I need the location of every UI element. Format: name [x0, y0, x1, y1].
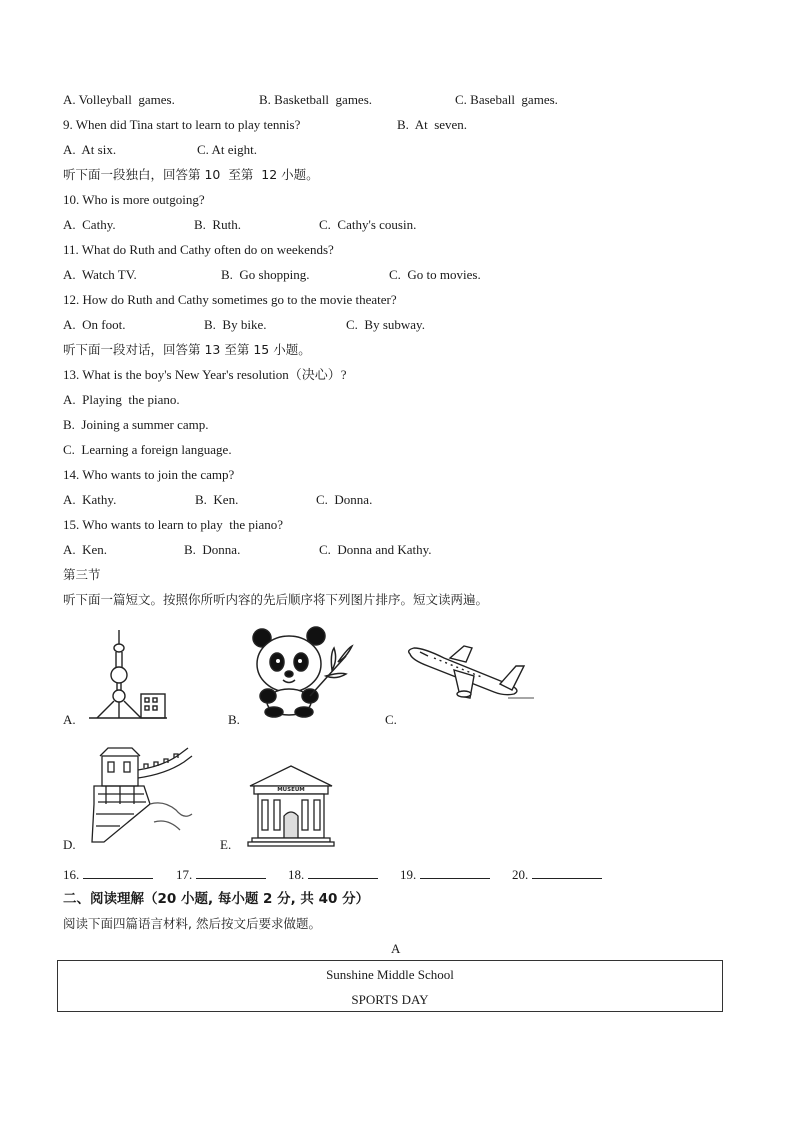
picture-d-label: D. [63, 837, 76, 852]
q11-option-a: A. Watch TV. [63, 267, 137, 282]
q14-option-b: B. Ken. [195, 492, 239, 507]
museum-building-icon [244, 762, 338, 850]
answer-blank-19-number: 19. [400, 867, 417, 882]
q13-option-a: A. Playing the piano. [63, 392, 180, 407]
part2-title: 二、阅读理解（20 小题, 每小题 2 分, 共 40 分） [63, 891, 370, 907]
answer-blank-18-line[interactable] [308, 866, 378, 879]
answer-blank-17-number: 17. [176, 867, 193, 882]
section3-instruction: 听下面一篇短文。按照你所听内容的先后顺序将下列图片排序。短文读两遍。 [63, 592, 489, 607]
section-dialogue-instruction: 听下面一段对话，回答第 13 至第 15 小题。 [63, 342, 311, 357]
picture-c-label: C. [385, 712, 397, 727]
q9-option-a: A. At six. [63, 142, 117, 157]
q10-question: 10. Who is more outgoing? [63, 192, 205, 207]
q14-option-a: A. Kathy. [63, 492, 117, 507]
answer-blank-16[interactable] [63, 866, 153, 883]
museum-sign: MUSEUM [277, 787, 305, 793]
q9-option-c: C. At eight. [197, 142, 257, 157]
answer-blank-19-line[interactable] [420, 866, 490, 879]
q9-option-b: B. At seven. [397, 117, 468, 132]
q12-option-c: C. By subway. [346, 317, 425, 332]
q8-option-a: A. Volleyball games. [63, 92, 175, 107]
section-monologue-instruction: 听下面一段独白，回答第 10 至第 12 小题。 [63, 167, 319, 182]
q12-option-b: B. By bike. [204, 317, 267, 332]
q9-question: 9. When did Tina start to learn to play tennis? [63, 117, 301, 132]
q14-option-c: C. Donna. [316, 492, 373, 507]
tv-tower-picture [85, 628, 170, 723]
q12-option-a: A. On foot. [63, 317, 126, 332]
q8-option-c: C. Baseball games. [455, 92, 558, 107]
q10-option-b: B. Ruth. [194, 217, 241, 232]
q15-question: 15. Who wants to learn to play the piano? [63, 517, 283, 532]
picture-b-label: B. [228, 712, 240, 727]
great-wall-picture [84, 744, 196, 848]
picture-e-label: E. [220, 837, 232, 852]
answer-blank-19[interactable] [400, 866, 490, 883]
answer-blank-17-line[interactable] [196, 866, 266, 879]
answer-blank-16-line[interactable] [83, 866, 153, 879]
answer-blank-18[interactable] [288, 866, 378, 883]
q13-option-b: B. Joining a summer camp. [63, 417, 209, 432]
q8-option-b: B. Basketball games. [259, 92, 373, 107]
q11-option-b: B. Go shopping. [221, 267, 310, 282]
part2-instruction: 阅读下面四篇语言材料, 然后按文后要求做题。 [63, 916, 321, 931]
airplane-picture [404, 636, 540, 708]
q11-option-c: C. Go to movies. [389, 267, 481, 282]
answer-blank-16-number: 16. [63, 867, 80, 882]
q12-question: 12. How do Ruth and Cathy sometimes go to the movie theater? [63, 292, 397, 307]
box-event-title: SPORTS DAY [351, 992, 429, 1007]
q15-option-a: A. Ken. [63, 542, 108, 557]
answer-blank-20[interactable] [512, 866, 602, 883]
q10-option-a: A. Cathy. [63, 217, 116, 232]
passage-a-box [57, 960, 723, 1012]
q13-option-c: C. Learning a foreign language. [63, 442, 232, 457]
panda-picture [248, 626, 358, 718]
museum-picture [244, 762, 338, 850]
answer-blank-20-line[interactable] [532, 866, 602, 879]
picture-a-label: A. [63, 712, 76, 727]
q14-question: 14. Who wants to join the camp? [63, 467, 235, 482]
passage-label: A [391, 941, 401, 956]
q11-question: 11. What do Ruth and Cathy often do on weekends? [63, 242, 334, 257]
box-school-name: Sunshine Middle School [326, 967, 454, 982]
q13-question: 13. What is the boy's New Year's resolution（决心）? [63, 367, 347, 382]
section3-title: 第三节 [63, 567, 101, 582]
answer-blank-20-number: 20. [512, 867, 529, 882]
answer-blank-17[interactable] [176, 866, 266, 883]
q10-option-c: C. Cathy's cousin. [319, 217, 417, 232]
q15-option-c: C. Donna and Kathy. [319, 542, 432, 557]
q15-option-b: B. Donna. [184, 542, 241, 557]
answer-blank-18-number: 18. [288, 867, 305, 882]
